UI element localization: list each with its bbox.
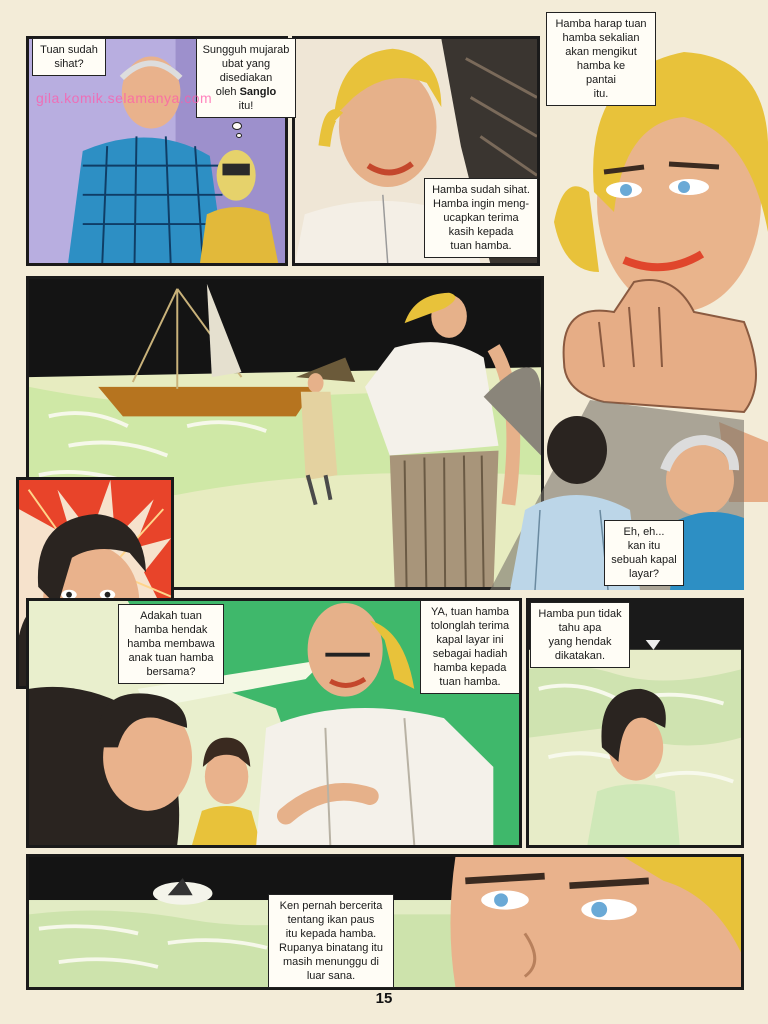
speech-bubble-hamba-harap: Hamba harap tuan hamba sekalian akan mengikut hamba ke pantai itu. <box>546 12 656 106</box>
bubble-text: itu! <box>238 100 254 112</box>
thought-dot <box>232 122 242 130</box>
speech-bubble-hamba-pun-tidak: Hamba pun tidak tahu apa yang hendak dikatakan. <box>530 602 630 668</box>
speech-bubble-adakah-tuan: Adakah tuan hamba hendak hamba membawa anak tuan hamba bersama? <box>118 604 224 684</box>
thought-dot <box>236 133 242 138</box>
bubble-text: Sungguh mujarab ubat yang disediakan oleh <box>202 44 290 98</box>
speech-bubble-ya-tuan-hamba: YA, tuan hamba tolonglah terima kapal layar ini sebagai hadiah hamba kepada tuan hamba. <box>420 600 520 694</box>
watermark: gila.komik.selamanya.com <box>36 90 213 106</box>
bubble-name-sanglo: Sanglo <box>239 86 277 98</box>
caption-ken-pernah-bercerita: Ken pernah bercerita tentang ikan paus itu kepada hamba. Rupanya binatang itu masih menunggu di luar sana. <box>268 894 394 988</box>
speech-bubble-eh-eh: Eh, eh... kan itu sebuah kapal layar? <box>604 520 684 586</box>
speech-bubble-sungguh-mujarab <box>196 38 296 118</box>
speech-bubble-tuan-sudah-sihat: Tuan sudah sihat? <box>32 38 106 76</box>
page-number: 15 <box>375 990 393 1007</box>
speech-bubble-hamba-sudah-sihat: Hamba sudah sihat. Hamba ingin meng- ucapkan terima kasih kepada tuan hamba. <box>424 178 538 258</box>
